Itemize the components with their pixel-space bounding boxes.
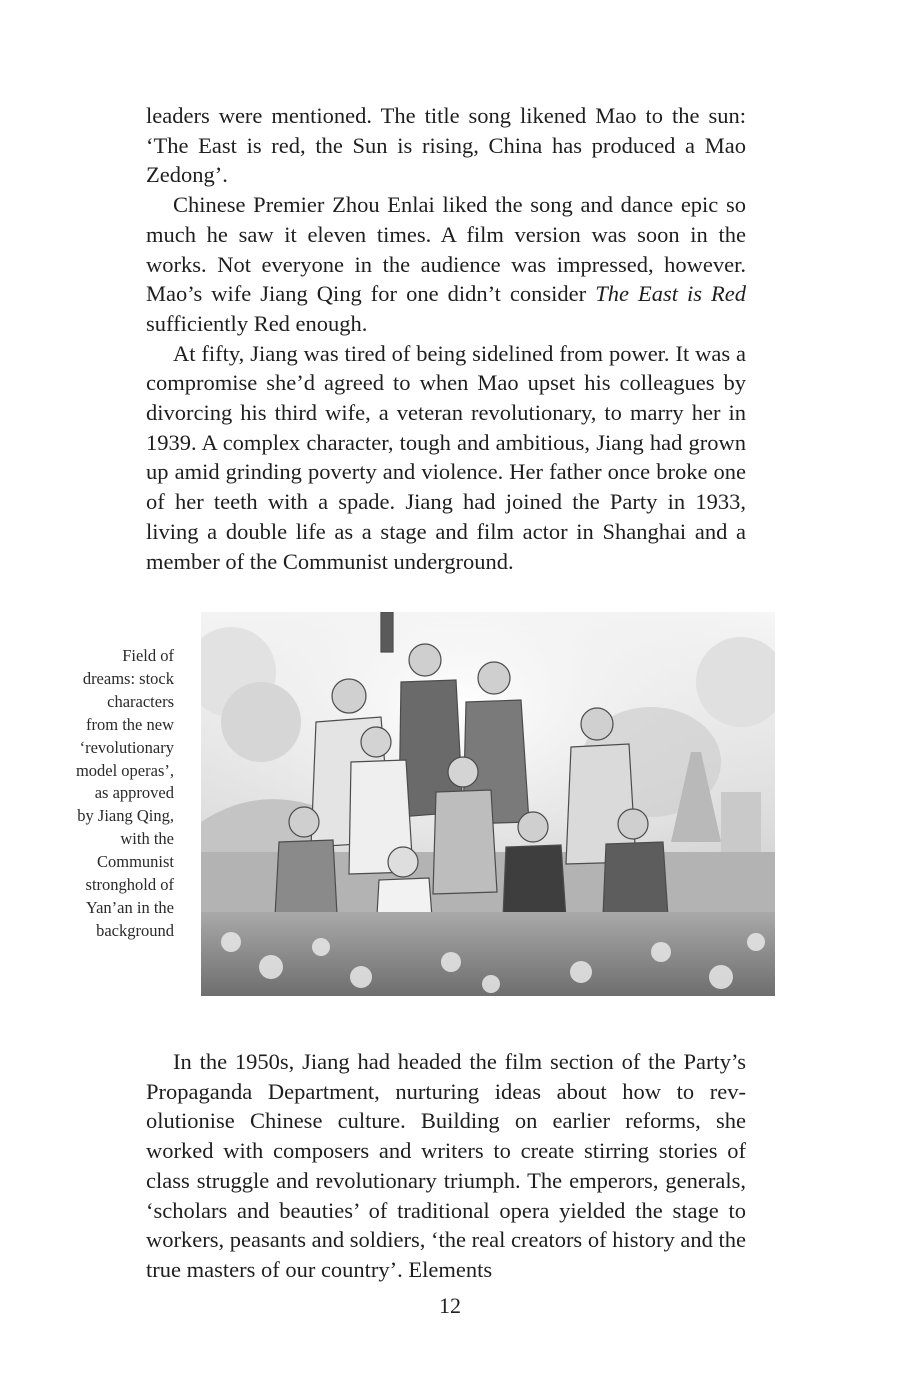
text-line: broke one of her teeth with a spade. Jiang had joined the Party: [146, 459, 747, 515]
text-line: the stage to workers, peasants and soldiers, ‘the real creators: [146, 1197, 747, 1253]
bottom-text-block: [146, 1047, 746, 1285]
text-line: so much he saw it eleven times. A film version was soon in: [146, 192, 747, 247]
paragraph-1: [146, 101, 746, 190]
caption-line: by Jiang Qing,: [77, 806, 174, 826]
text-line: worked with composers and writers to create stirring stories: [146, 1138, 718, 1164]
text-line: a compromise she’d agreed to when Mao upset his colleagues by: [146, 340, 746, 396]
caption-line: Communist: [96, 852, 174, 872]
text-line: of class struggle and revolutionary triumph. The emperors,: [146, 1138, 747, 1193]
text-line: In the 1950s, Jiang had headed the film section of the Party’s: [173, 1049, 746, 1074]
paragraph-2: [146, 190, 746, 339]
caption-line: from the new: [86, 714, 174, 734]
text-line: sun: ‘The East is red, the Sun is rising, China has produced a: [146, 103, 747, 158]
page-number: 12: [439, 1293, 461, 1318]
text-line: olutionise Chinese culture. Building on earlier reforms, she: [146, 1108, 746, 1134]
text-line: At fifty, Jiang was tired of being sidelined from power. It was: [173, 340, 731, 366]
text-line: and a member of the Communist underground.: [146, 518, 746, 574]
caption-line: model operas’,: [75, 760, 174, 780]
figure-caption: [40, 645, 174, 943]
caption-line: characters: [107, 691, 174, 711]
top-text-block: [146, 101, 746, 576]
text-line: leaders were mentioned. The title song likened Mao to the: [146, 103, 700, 128]
text-line: Propaganda Department, nurturing ideas about how to rev-: [146, 1078, 746, 1104]
text-line: the works. Not everyone in the audience was impressed,: [146, 221, 746, 277]
text-line: divorcing his third wife, a veteran revolutionary, to marry her: [146, 400, 721, 426]
text-line: in 1939. A complex character, tough and ambitious, Jiang had: [146, 400, 747, 455]
text-line: East is Red sufficiently Red enough.: [146, 281, 747, 336]
paragraph-3: [146, 339, 746, 577]
caption-line: background: [96, 920, 174, 940]
caption-line: stronghold of: [85, 875, 174, 895]
text-line: however. Mao’s wife Jiang Qing for one didn’t consider The: [146, 251, 747, 307]
text-line: generals, ‘scholars and beauties’ of traditional opera yielded: [146, 1167, 747, 1223]
paragraph-4: [146, 1047, 746, 1285]
text-line: Mao Zedong’.: [146, 132, 746, 188]
caption-line: dreams: stock: [82, 668, 174, 688]
caption-line: Yan’an in the: [85, 897, 174, 917]
text-line: Chinese Premier Zhou Enlai liked the song and dance epic: [173, 192, 719, 218]
caption-line: as approved: [94, 783, 174, 803]
caption-line: with the: [120, 829, 174, 849]
propaganda-illustration: [201, 612, 775, 996]
text-line: of history and the true masters of our country’. Elements: [146, 1227, 747, 1282]
text-line: in 1933, living a double life as a stage and film actor in Shanghai: [146, 489, 746, 544]
caption-line: ‘revolutionary: [79, 737, 174, 757]
caption-line: Field of: [122, 646, 174, 665]
text-line: grown up amid grinding poverty and violence. Her father once: [146, 429, 746, 485]
